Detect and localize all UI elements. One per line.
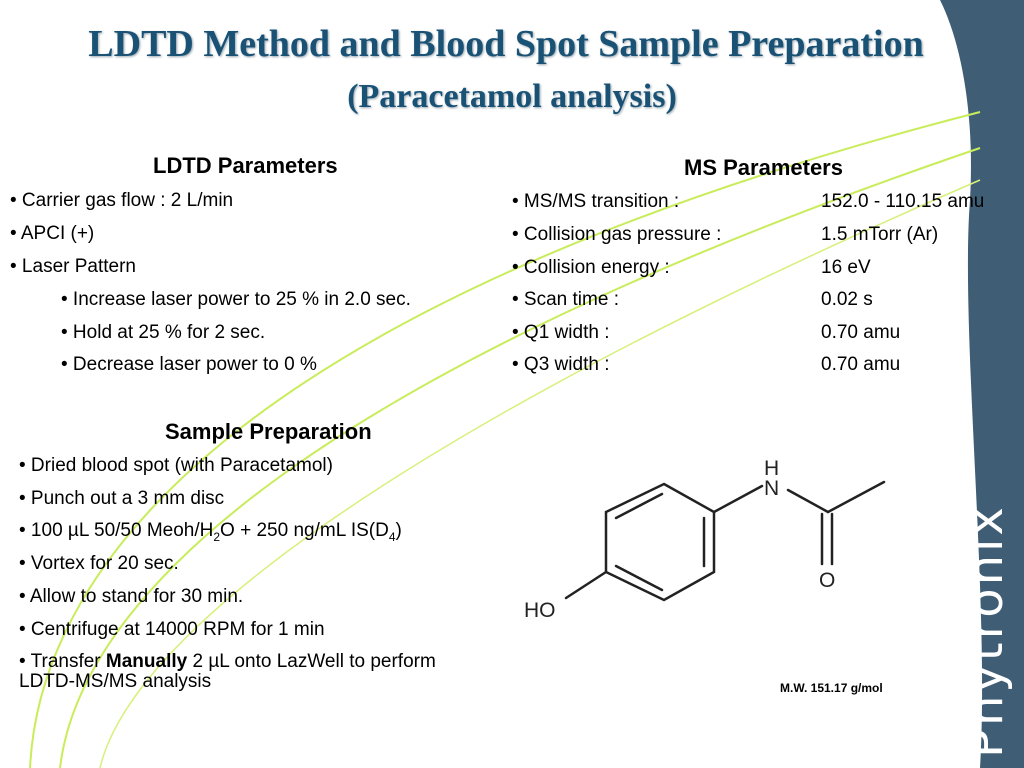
sample-heading: Sample Preparation [165,419,372,444]
ms-param-value: 16 eV [821,257,871,278]
ms-param-label: • Q1 width : [512,322,610,343]
sample-step-text: O + 250 ng/mL IS(D [220,520,389,541]
bond [828,482,884,512]
ldtd-heading: LDTD Parameters [153,153,338,178]
bond [788,490,828,512]
ms-param-label: • Collision energy : [512,257,670,278]
ldtd-subitem: • Increase laser power to 25 % in 2.0 sec. [61,289,411,310]
ms-param-value: 1.5 mTorr (Ar) [821,224,939,245]
bond [714,486,762,512]
sample-step [19,520,402,544]
sample-step: • Dried blood spot (with Paracetamol) [19,455,333,476]
ldtd-item: • Laser Pattern [10,256,136,277]
ldtd-subitem: • Hold at 25 % for 2 sec. [61,322,266,343]
sample-step: • Allow to stand for 30 min. [19,586,244,607]
sample-step-text: 2 µL onto LazWell to perform [187,651,436,672]
bond [566,572,606,598]
sample-step-text: • 100 µL 50/50 Meoh/H [19,520,214,541]
atom-label-ho: HO [524,599,556,622]
ms-param-value: 0.02 s [821,289,873,310]
ms-param-label: • Scan time : [512,289,619,310]
atom-label-o: O [819,569,836,592]
ms-param-value: 0.70 amu [821,354,901,375]
ms-param-label: • Q3 width : [512,354,610,375]
page-subtitle: (Paracetamol analysis) [347,78,677,115]
sample-step: • Punch out a 3 mm disc [19,488,225,509]
ring-double-bond [616,566,662,590]
ms-param-label: • MS/MS transition : [512,191,680,212]
subscript: 2 [213,529,221,544]
sample-step: • Vortex for 20 sec. [19,553,179,574]
sample-step [19,651,436,673]
benzene-ring [606,484,714,600]
sample-step-text: • Transfer [19,651,106,672]
sample-step: • Centrifuge at 14000 RPM for 1 min [19,619,325,640]
atom-label-n: N [764,477,780,500]
paracetamol-structure [500,440,920,640]
ldtd-item: • Carrier gas flow : 2 L/min [10,190,234,211]
subscript: 4 [388,529,396,544]
ms-heading: MS Parameters [684,155,843,180]
ring-double-bond [616,494,662,518]
logo-text: Phytronix [958,504,1014,758]
ms-param-value: 152.0 - 110.15 amu [821,191,985,212]
sample-step-continuation: LDTD-MS/MS analysis [19,671,212,692]
atom-label-h: H [764,457,780,480]
emphasis: Manually [105,651,188,672]
ms-param-value: 0.70 amu [821,322,901,343]
molecular-weight: M.W. 151.17 g/mol [780,681,883,695]
ms-param-label: • Collision gas pressure : [512,224,722,245]
page-title: LDTD Method and Blood Spot Sample Preparation [88,23,924,65]
sample-step-text: ) [395,520,402,541]
ldtd-subitem: • Decrease laser power to 0 % [61,354,317,375]
ldtd-item: • APCI (+) [10,223,95,244]
phytronix-logo [952,480,1012,760]
